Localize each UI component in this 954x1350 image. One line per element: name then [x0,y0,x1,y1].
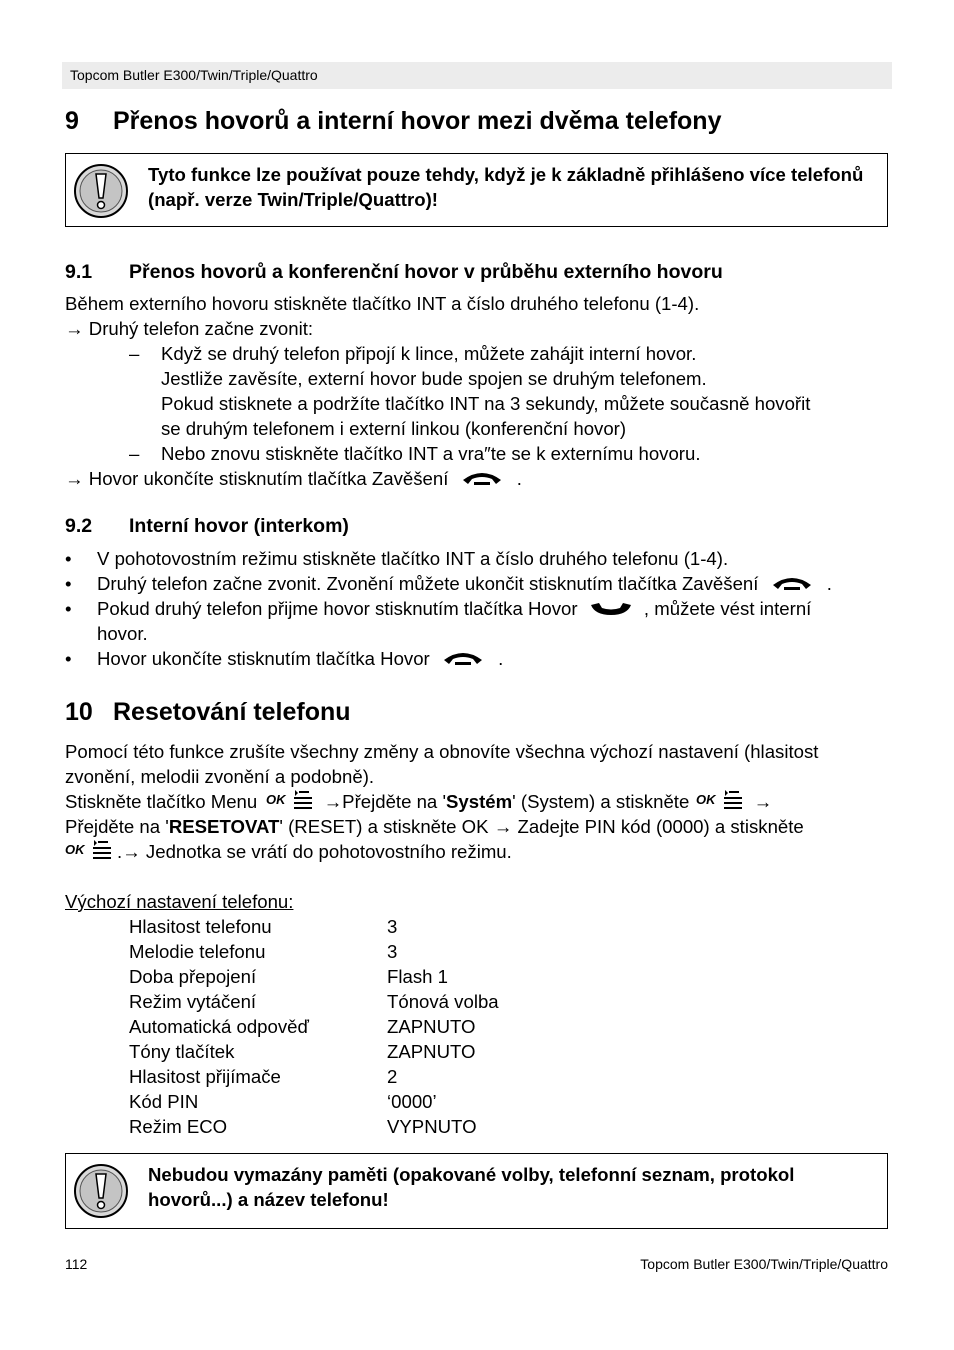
note-box-10 [65,1153,888,1229]
s10-p2a-4: → [753,791,773,812]
note-text-9: Tyto funkce lze používat pouze tehdy, když je k základně přihlášeno více telefonů (např. verze Twin/Triple/Quattro)! [148,164,864,210]
defaults-value: Flash 1 [387,966,448,987]
s91-line1: Během externího hovoru stiskněte tlačítko INT a číslo druhého telefonu (1-4). [65,293,700,314]
s91-d1d: se druhým telefonem i externí linkou (konferenční hovor) [161,418,627,439]
s91-d1a: Když se druhý telefon připojí k lince, můžete zahájit interní hovor. [161,343,697,364]
s92-bullet2: • [65,573,72,594]
s92-b2-period: . [826,573,832,594]
note-text-10: Nebudou vymazány paměti (opakované volby, telefonní seznam, protokol hovorů...) a název telefonu! [148,1164,795,1210]
s92-b3a: Pokud druhý telefon přijme hovor stisknutím tlačítka Hovor [97,598,578,619]
phone-hangup-icon [441,648,485,668]
defaults-value: Tónová volba [387,991,499,1012]
header-title: Topcom Butler E300/Twin/Triple/Quattro [70,67,318,83]
s91-d2: Nebo znovu stiskněte tlačítko INT a vra″te se k externímu hovoru. [161,443,701,464]
s10-p1b: zvonění, melodii zvonění a podobně). [65,766,375,787]
defaults-value: ZAPNUTO [387,1016,476,1037]
section-9-number: 9 [65,107,79,135]
ok-menu-key-icon [266,789,318,817]
section-10-title: Resetování telefonu [113,698,351,726]
s10-p2a-2: →Přejděte na ' [323,791,446,812]
ok-menu-key-icon [696,789,748,817]
ok-menu-key-icon [65,839,117,867]
section-9-1-number: 9.1 [65,261,93,283]
s10-p2b-2: ' (RESET) a stiskněte OK → Zadejte PIN kód (0000) a stiskněte [279,816,804,837]
s92-b3b: , můžete vést interní [643,598,812,619]
s10-p2b-bold: RESETOVAT [168,816,280,837]
s10-p2b [65,814,804,839]
section-9-2-title: Interní hovor (interkom) [129,515,349,537]
defaults-label: Hlasitost přijímače [129,1066,281,1087]
s10-p1a: Pomocí této funkce zrušíte všechny změny a obnovíte všechna výchozí nastavení (hlasitost [65,741,819,762]
svg-text:OK: OK [266,792,286,807]
s92-b3-line [97,596,811,621]
s10-p2a-3: ' (System) a stiskněte [512,791,690,812]
defaults-label: Režim ECO [129,1116,228,1137]
s10-p2a-bold: Systém [446,791,513,812]
defaults-label: Doba přepojení [129,966,257,987]
s91-line2: → Druhý telefon začne zvonit: [65,318,314,339]
s10-p2c [65,839,512,867]
defaults-label: Kód PIN [129,1091,199,1112]
s92-b2: Druhý telefon začne zvonit. Zvonění můžete ukončit stisknutím tlačítka Zavěšení [97,573,759,594]
s92-b4-period: . [498,648,504,669]
defaults-value: VYPNUTO [387,1116,477,1137]
s10-p2a [65,789,772,817]
s91-line3 [65,466,522,491]
s10-p2b-1: Přejděte na ' [65,816,169,837]
footer-title: Topcom Butler E300/Twin/Triple/Quattro [640,1256,888,1272]
phone-talk-icon [589,600,633,618]
s91-line3-period: . [516,468,522,489]
defaults-label: Melodie telefonu [129,941,266,962]
s92-b3c: hovor. [97,623,148,644]
defaults-value: 3 [387,916,398,937]
s91-d1b: Jestliže zavěsíte, externí hovor bude spojen se druhým telefonem. [161,368,707,389]
s92-b2-line [97,571,832,596]
note-box-9 [65,153,888,227]
s92-bullet3: • [65,598,72,619]
defaults-value: ZAPNUTO [387,1041,476,1062]
s10-p2a-1: Stiskněte tlačítko Menu [65,791,258,812]
phone-hangup-icon [460,468,504,488]
phone-hangup-icon [770,573,814,593]
defaults-title: Výchozí nastavení telefonu: [65,891,294,912]
s92-b1: V pohotovostním režimu stiskněte tlačítko INT a číslo druhého telefonu (1-4). [97,548,729,569]
s10-p2c-text: .→ Jednotka se vrátí do pohotovostního režimu. [117,841,512,862]
defaults-label: Režim vytáčení [129,991,257,1012]
section-9-1-title: Přenos hovorů a konferenční hovor v průběhu externího hovoru [129,261,723,283]
s91-d1c: Pokud stisknete a podržíte tlačítko INT na 3 sekundy, můžete současně hovořit [161,393,811,414]
section-9-title: Přenos hovorů a interní hovor mezi dvěma telefony [113,107,722,135]
s92-b4-line [97,646,503,671]
defaults-label: Hlasitost telefonu [129,916,272,937]
s91-dash1: – [129,343,140,364]
defaults-label: Automatická odpověď [129,1016,309,1037]
s92-bullet4: • [65,648,72,669]
s91-dash2: – [129,443,140,464]
defaults-label: Tóny tlačítek [129,1041,235,1062]
s92-b4: Hovor ukončíte stisknutím tlačítka Hovor [97,648,430,669]
exclamation-circle-icon [72,1162,130,1220]
defaults-value: 3 [387,941,398,962]
exclamation-circle-icon [72,162,130,220]
s91-line3-text: → Hovor ukončíte stisknutím tlačítka Zavěšení [65,468,449,489]
section-9-2-number: 9.2 [65,515,93,537]
s92-bullet1: • [65,548,72,569]
footer-page-number: 112 [65,1256,88,1272]
svg-text:OK: OK [696,792,716,807]
defaults-value: ‘0000’ [387,1091,437,1112]
svg-text:OK: OK [65,842,85,857]
defaults-value: 2 [387,1066,398,1087]
section-10-number: 10 [65,698,93,726]
